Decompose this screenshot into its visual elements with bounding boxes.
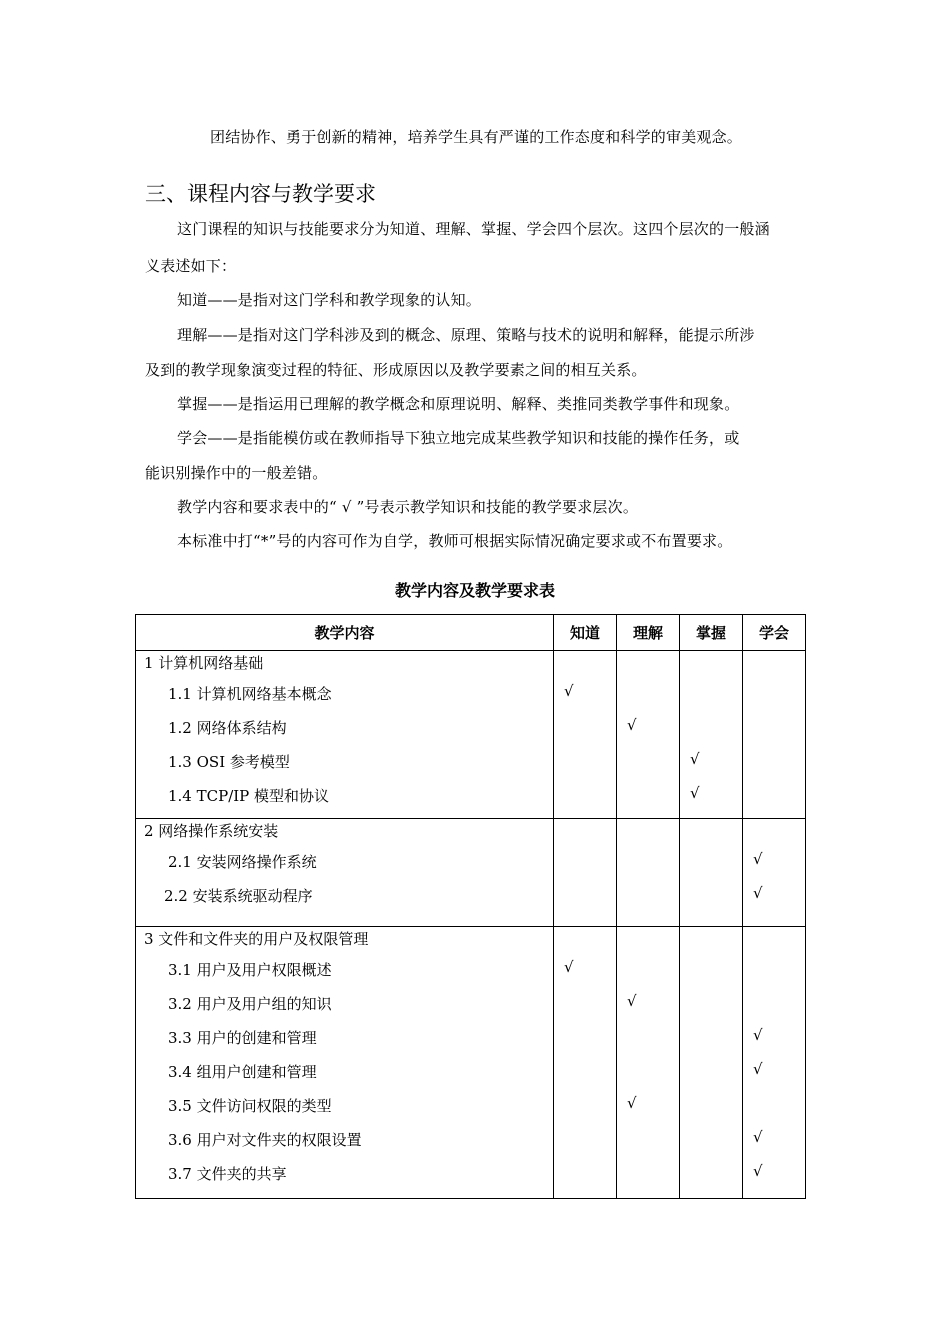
learn-column-cell	[743, 927, 806, 1199]
section-title: 2 网络操作系统安装	[144, 822, 279, 840]
table-item: 3.6 用户对文件夹的权限设置	[168, 1131, 362, 1149]
check-mark: √	[753, 1162, 763, 1180]
intro-line-1: 这门课程的知识与技能要求分为知道、理解、掌握、学会四个层次。这四个层次的一般涵	[177, 220, 770, 238]
section-content-cell	[136, 927, 554, 1199]
definition-learn-line-2: 能识别操作中的一般差错。	[145, 464, 328, 482]
table-item: 1.1 计算机网络基本概念	[168, 685, 332, 703]
section-title: 1 计算机网络基础	[144, 654, 264, 672]
check-mark: √	[627, 992, 637, 1010]
definition-understand-line-1: 理解——是指对这门学科涉及到的概念、原理、策略与技术的说明和解释，能提示所涉	[177, 326, 755, 344]
section-content-cell	[136, 819, 554, 927]
section-heading: 三、课程内容与教学要求	[145, 182, 376, 206]
definition-know: 知道——是指对这门学科和教学现象的认知。	[177, 291, 482, 309]
definition-learn-line-1: 学会——是指能模仿或在教师指导下独立地完成某些教学知识和技能的操作任务，或	[177, 429, 740, 447]
understand-column-cell	[617, 927, 680, 1199]
intro-line-2: 义表述如下：	[145, 257, 237, 275]
table-item: 2.2 安装系统驱动程序	[164, 887, 313, 905]
check-mark: √	[753, 1060, 763, 1078]
header-content: 教学内容	[136, 615, 554, 651]
check-mark: √	[627, 716, 637, 734]
master-column-cell	[680, 927, 743, 1199]
section-title: 3 文件和文件夹的用户及权限管理	[144, 930, 369, 948]
table-section-row	[136, 819, 806, 927]
header-know: 知道	[554, 615, 617, 651]
header-learn: 学会	[743, 615, 806, 651]
table-header-row	[136, 615, 806, 651]
paragraph-continuation: 团结协作、勇于创新的精神，培养学生具有严谨的工作态度和科学的审美观念。	[210, 128, 743, 146]
learn-column-cell	[743, 651, 806, 819]
understand-column-cell	[617, 819, 680, 927]
header-understand: 理解	[617, 615, 680, 651]
table-item: 3.1 用户及用户权限概述	[168, 961, 332, 979]
table-item: 1.3 OSI 参考模型	[168, 753, 290, 771]
definition-understand-line-2: 及到的教学现象演变过程的特征、形成原因以及教学要素之间的相互关系。	[145, 361, 647, 379]
checkmark-note: 教学内容和要求表中的“ √ ”号表示教学知识和技能的教学要求层次。	[177, 498, 639, 516]
master-column-cell	[680, 819, 743, 927]
table-section-row	[136, 651, 806, 819]
check-mark: √	[564, 958, 574, 976]
table-item: 3.3 用户的创建和管理	[168, 1029, 317, 1047]
table-caption: 教学内容及教学要求表	[394, 581, 555, 600]
table-item: 2.1 安装网络操作系统	[168, 853, 317, 871]
table-section-row	[136, 927, 806, 1199]
check-mark: √	[627, 1094, 637, 1112]
header-master: 掌握	[680, 615, 743, 651]
know-column-cell	[554, 819, 617, 927]
check-mark: √	[753, 1128, 763, 1146]
requirements-table	[135, 614, 806, 1199]
check-mark: √	[564, 682, 574, 700]
table-item: 1.4 TCP/IP 模型和协议	[168, 787, 330, 805]
master-column-cell	[680, 651, 743, 819]
table-item: 3.4 组用户创建和管理	[168, 1063, 317, 1081]
learn-column-cell	[743, 819, 806, 927]
know-column-cell	[554, 927, 617, 1199]
section-content-cell	[136, 651, 554, 819]
table-item: 3.5 文件访问权限的类型	[168, 1097, 332, 1115]
definition-master: 掌握——是指运用已理解的教学概念和原理说明、解释、类推同类教学事件和现象。	[177, 395, 740, 413]
check-mark: √	[753, 850, 763, 868]
table-item: 1.2 网络体系结构	[168, 719, 287, 737]
table-item: 3.2 用户及用户组的知识	[168, 995, 332, 1013]
know-column-cell	[554, 651, 617, 819]
table-item: 3.7 文件夹的共享	[168, 1165, 287, 1183]
star-note: 本标准中打“*”号的内容可作为自学，教师可根据实际情况确定要求或不布置要求。	[177, 532, 733, 550]
check-mark: √	[690, 750, 700, 768]
check-mark: √	[753, 1026, 763, 1044]
check-mark: √	[690, 784, 700, 802]
understand-column-cell	[617, 651, 680, 819]
check-mark: √	[753, 884, 763, 902]
